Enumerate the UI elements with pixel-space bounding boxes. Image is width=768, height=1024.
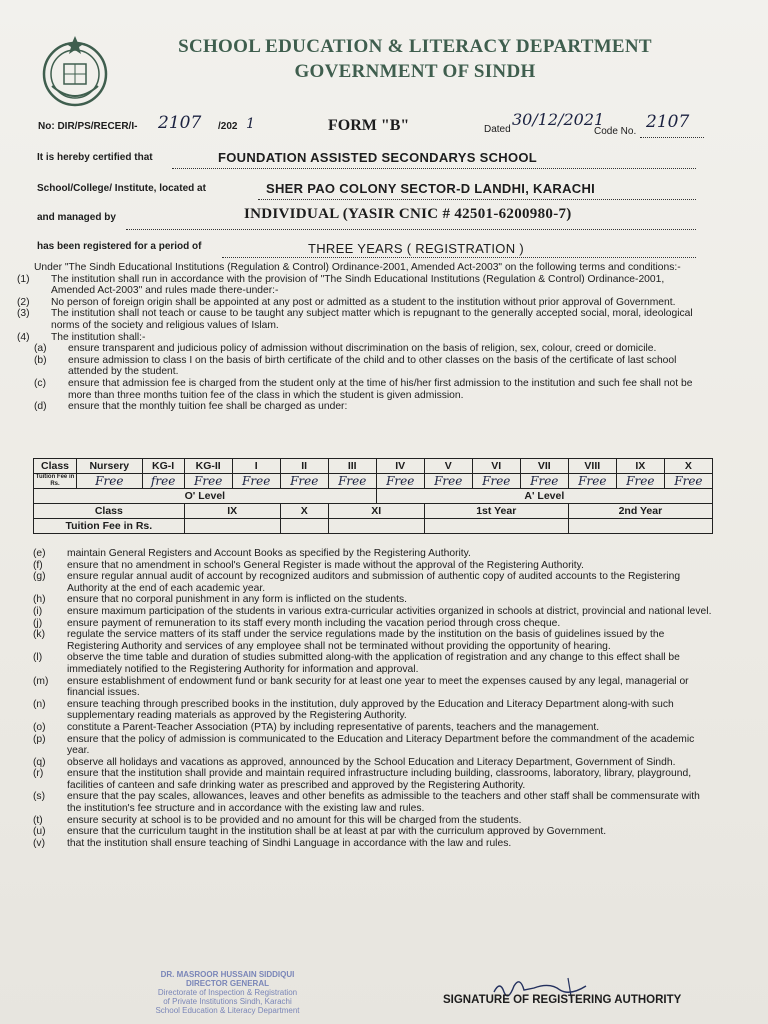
fee-cell: Free — [568, 474, 616, 489]
fee-cell: Free — [280, 474, 328, 489]
level-class-header: Class — [34, 504, 185, 519]
terms-bottom-text: constitute a Parent-Teacher Association (PTA) by including representative of parents, teachers and the management. — [67, 721, 600, 733]
terms-bottom-0 — [33, 548, 713, 560]
o-class-x: X — [280, 504, 328, 519]
a-class-1st-year: 1st Year — [424, 504, 568, 519]
terms-sub-1 — [34, 354, 698, 378]
class-cell: I — [232, 459, 280, 474]
terms-bottom-text: regulate the service matters of its staff under the service regulations made by the institution on the basis of guidelines issued by the Registering Authority and services of any employee shall not be terminated without providing the opportunity of hearing. — [67, 629, 665, 652]
level-class-row — [34, 504, 713, 519]
terms-bottom-3 — [33, 594, 713, 606]
ref-year-hand: 1 — [246, 116, 255, 132]
level-fee-row — [34, 519, 713, 534]
code-value: 2107 — [646, 112, 690, 132]
a-fee-1st-year — [424, 519, 568, 534]
terms-bottom-17 — [33, 837, 713, 850]
terms-bottom-key: (l) — [33, 652, 43, 664]
terms-bottom-key: (p) — [33, 733, 46, 745]
fee-cell: Free — [376, 474, 424, 489]
terms-bottom-key: (h) — [33, 594, 46, 606]
terms-sub-2 — [34, 377, 698, 401]
government-title: GOVERNMENT OF SINDH — [294, 61, 536, 82]
terms-bottom-text: observe all holidays and vacations as approved, announced by the School Education and Literacy Department, Government of Sindh. — [67, 756, 676, 768]
fee-value-row — [34, 474, 713, 489]
fee-cell: Free — [184, 474, 232, 489]
fee-cell: Free — [232, 474, 280, 489]
fee-table — [33, 458, 713, 534]
fee-cell: Free — [472, 474, 520, 489]
class-cell: KG-I — [142, 459, 184, 474]
terms-bottom-6 — [33, 629, 713, 652]
terms-sub-text: ensure that the monthly tuition fee shall be charged as under: — [68, 401, 348, 413]
stamp-line3: Directorate of Inspection & Registration — [157, 988, 298, 997]
school-location: SHER PAO COLONY SECTOR-D LANDHI, KARACHI — [266, 181, 596, 196]
terms-bottom-text: ensure that the institution shall provide and maintain required infrastructure including building, classrooms, laboratory, library, playground, facilities of canteen and safe drinking water as prescribed and approved by the Registering Authority. — [67, 768, 692, 791]
terms-bottom-4 — [33, 605, 713, 618]
terms-top — [17, 262, 698, 413]
terms-bottom-key: (g) — [33, 571, 46, 583]
terms-bottom-8 — [33, 675, 713, 699]
terms-top-key: (3) — [17, 308, 30, 320]
terms-top-3 — [17, 331, 698, 344]
terms-bottom-text: ensure security at school is to be provided and no amount for this will be charged from the students. — [67, 814, 522, 826]
terms-top-text: No person of foreign origin shall be appointed at any post or admitted as a student to the institution without prior approval of Government. — [51, 296, 676, 308]
terms-bottom-key: (m) — [33, 675, 49, 687]
ref-no-label: No: DIR/PS/RECER/I- — [38, 121, 138, 132]
class-cell: IV — [376, 459, 424, 474]
terms-bottom-key: (i) — [33, 605, 43, 617]
class-header: Class — [34, 459, 77, 474]
class-cell: III — [328, 459, 376, 474]
class-cell: VII — [520, 459, 568, 474]
terms-bottom-1 — [33, 559, 713, 572]
class-cell: V — [424, 459, 472, 474]
terms-bottom-key: (s) — [33, 791, 46, 803]
fee-cell: free — [142, 474, 184, 489]
stamp-title: DIRECTOR GENERAL — [186, 979, 269, 988]
terms-bottom-16 — [33, 826, 713, 838]
terms-bottom-text: that the institution shall ensure teaching of Sindhi Language in accordance with the law and rules. — [67, 837, 512, 849]
o-fee-xi — [328, 519, 424, 534]
terms-top-text: The institution shall run in accordance with the provision of "The Sindh Educational Institutions (Regulation & Control) Ordinance-2001, Amended Act-2003" and rules made there-under:- — [51, 273, 665, 297]
registration-period: THREE YEARS ( REGISTRATION ) — [308, 241, 524, 256]
terms-bottom-2 — [33, 571, 713, 594]
form-title: FORM "B" — [328, 117, 410, 134]
terms-bottom-text: ensure that the policy of admission is communicated to the Education and Literacy Department before the commandment of the academic year. — [67, 733, 695, 757]
terms-top-key: (1) — [17, 273, 30, 285]
terms-top-key: (4) — [17, 331, 30, 343]
stamp-line5: School Education & Literacy Department — [155, 1006, 300, 1015]
terms-bottom-key: (e) — [33, 548, 46, 559]
stamp-name: DR. MASROOR HUSSAIN SIDDIQUI — [160, 970, 295, 979]
ref-year-printed: /202 — [218, 121, 238, 132]
terms-bottom-key: (q) — [33, 756, 46, 768]
terms-bottom-text: ensure payment of remuneration to its staff every month including the vacation period through cross cheque. — [67, 617, 561, 629]
fee-cell: Free — [77, 474, 143, 489]
terms-sub-3 — [34, 401, 698, 413]
fee-cell: Free — [328, 474, 376, 489]
fee-class-row — [34, 459, 713, 474]
class-cell: KG-II — [184, 459, 232, 474]
terms-bottom-text: ensure that the pay scales, allowances, leaves and other benefits as admissible to the teachers and other staff shall be commensurate with the institution's fee structure and in accordance with the existing law and rules. — [67, 791, 700, 815]
class-cell: Nursery — [77, 459, 143, 474]
terms-sub-0 — [34, 343, 698, 355]
terms-sub-text: ensure that admission fee is charged from the student only at the time of his/her first admission to the institution and such fee shall not be more than three months tuition fee of the class in which the student is given admission. — [68, 377, 693, 401]
o-class-xi: XI — [328, 504, 424, 519]
terms-bottom-14 — [33, 791, 713, 815]
class-cell: X — [664, 459, 712, 474]
signature-label: SIGNATURE OF REGISTERING AUTHORITY — [443, 994, 682, 1006]
terms-bottom-text: ensure that no amendment in school's General Register is made without the approval of the Registering Authority. — [67, 559, 584, 571]
terms-bottom-text: ensure that no corporal punishment in any form is inflicted on the students. — [67, 594, 407, 606]
terms-bottom-15 — [33, 814, 713, 827]
terms-bottom-text: observe the time table and duration of studies submitted along-with the application of registration and any change to this effect shall be immediately notified to the Registering Authority for information and approval. — [67, 652, 680, 675]
terms-bottom-7 — [33, 652, 713, 675]
o-class-ix: IX — [184, 504, 280, 519]
terms-bottom-key: (n) — [33, 698, 46, 710]
certified-label: It is hereby certified that — [37, 152, 153, 163]
terms-bottom-text: ensure maximum participation of the students in various extra-curricular activities organized in schools at district, provincial and national level. — [67, 605, 712, 617]
terms-bottom — [33, 548, 713, 849]
terms-bottom-text: ensure that the curriculum taught in the institution shall be at least at par with the curriculum approved by Government. — [67, 826, 607, 838]
class-cell: VIII — [568, 459, 616, 474]
o-fee-x — [280, 519, 328, 534]
level-row — [34, 489, 713, 504]
dated-value: 30/12/2021 — [512, 110, 605, 129]
terms-bottom-key: (f) — [33, 559, 43, 571]
dated-label: Dated — [484, 124, 511, 135]
terms-bottom-key: (j) — [33, 617, 43, 629]
department-title: SCHOOL EDUCATION & LITERACY DEPARTMENT — [178, 36, 652, 57]
fee-cell: Free — [520, 474, 568, 489]
terms-sub-key: (c) — [34, 377, 47, 389]
terms-top-text: The institution shall not teach or cause to be taught any subject matter which is repugnant to the generally accepted social, moral, ideological norms of the society and religious values of Islam. — [51, 308, 693, 331]
terms-sub-text: ensure transparent and judicious policy of admission without discrimination on the basis of religion, sex, colour, creed or domicile. — [68, 343, 657, 355]
a-level-header: A' Level — [376, 489, 712, 504]
terms-top-1 — [17, 296, 698, 309]
fee-cell: Free — [424, 474, 472, 489]
a-fee-2nd-year — [568, 519, 712, 534]
managed-by: INDIVIDUAL (YASIR CNIC # 42501-6200980-7) — [244, 206, 572, 222]
ref-no-value: 2107 — [158, 113, 202, 133]
code-label: Code No. — [594, 126, 637, 137]
terms-bottom-key: (t) — [33, 814, 43, 826]
terms-top-text: The institution shall:- — [51, 331, 146, 343]
managed-label: and managed by — [37, 212, 116, 223]
fee-cell: Free — [664, 474, 712, 489]
fee-cell: Free — [616, 474, 664, 489]
terms-bottom-key: (u) — [33, 826, 46, 838]
terms-top-0 — [17, 273, 698, 297]
o-level-header: O' Level — [34, 489, 377, 504]
terms-top-key: (2) — [17, 296, 30, 308]
terms-bottom-10 — [33, 721, 713, 734]
tuition-fee-header: Tuition Fee in Rs. — [34, 474, 77, 489]
terms-bottom-text: ensure establishment of endowment fund or bank security for at least one year to meet the expenses caused by any legal, managerial or financial issues. — [67, 675, 689, 699]
terms-sub-key: (b) — [34, 354, 47, 366]
terms-sub-text: ensure admission to class I on the basis of birth certificate of the child and to other classes on the basis of the certificate of last school attended by the student. — [68, 354, 677, 378]
terms-bottom-11 — [33, 733, 713, 757]
class-cell: VI — [472, 459, 520, 474]
period-label: has been registered for a period of — [37, 241, 202, 252]
a-class-2nd-year: 2nd Year — [568, 504, 712, 519]
terms-bottom-12 — [33, 756, 713, 769]
located-label: School/College/ Institute, located at — [37, 183, 206, 194]
terms-intro: Under "The Sindh Educational Institutions (Regulation & Control) Ordinance-2001, Amended Act-2003" on the following terms and conditions:- — [34, 262, 681, 273]
o-fee-ix — [184, 519, 280, 534]
class-cell: II — [280, 459, 328, 474]
director-stamp — [140, 970, 315, 1015]
government-emblem-icon — [38, 34, 112, 108]
terms-sub-key: (a) — [34, 343, 47, 355]
terms-bottom-key: (k) — [33, 629, 46, 641]
terms-bottom-9 — [33, 698, 713, 722]
terms-bottom-text: ensure teaching through prescribed books in the institution, duly approved by the Education and Literacy Department along-with such supplementary reading materials as approved by the Registering Authority. — [67, 698, 674, 722]
terms-bottom-5 — [33, 617, 713, 630]
terms-bottom-key: (v) — [33, 837, 46, 849]
terms-bottom-13 — [33, 768, 713, 791]
level-fee-header: Tuition Fee in Rs. — [34, 519, 185, 534]
terms-sub-key: (d) — [34, 401, 47, 413]
terms-bottom-text: maintain General Registers and Account Books as specified by the Registering Authority. — [67, 548, 471, 559]
terms-bottom-key: (o) — [33, 721, 46, 733]
stamp-line4: of Private Institutions Sindh, Karachi — [163, 997, 292, 1006]
terms-top-2 — [17, 308, 698, 331]
class-cell: IX — [616, 459, 664, 474]
school-name: FOUNDATION ASSISTED SECONDARYS SCHOOL — [218, 150, 538, 165]
terms-bottom-text: ensure regular annual audit of account by recognized auditors and submission of authentic copy of audited accounts to the Registering Authority at the end of each academic year. — [67, 571, 681, 594]
terms-bottom-key: (r) — [33, 768, 44, 780]
